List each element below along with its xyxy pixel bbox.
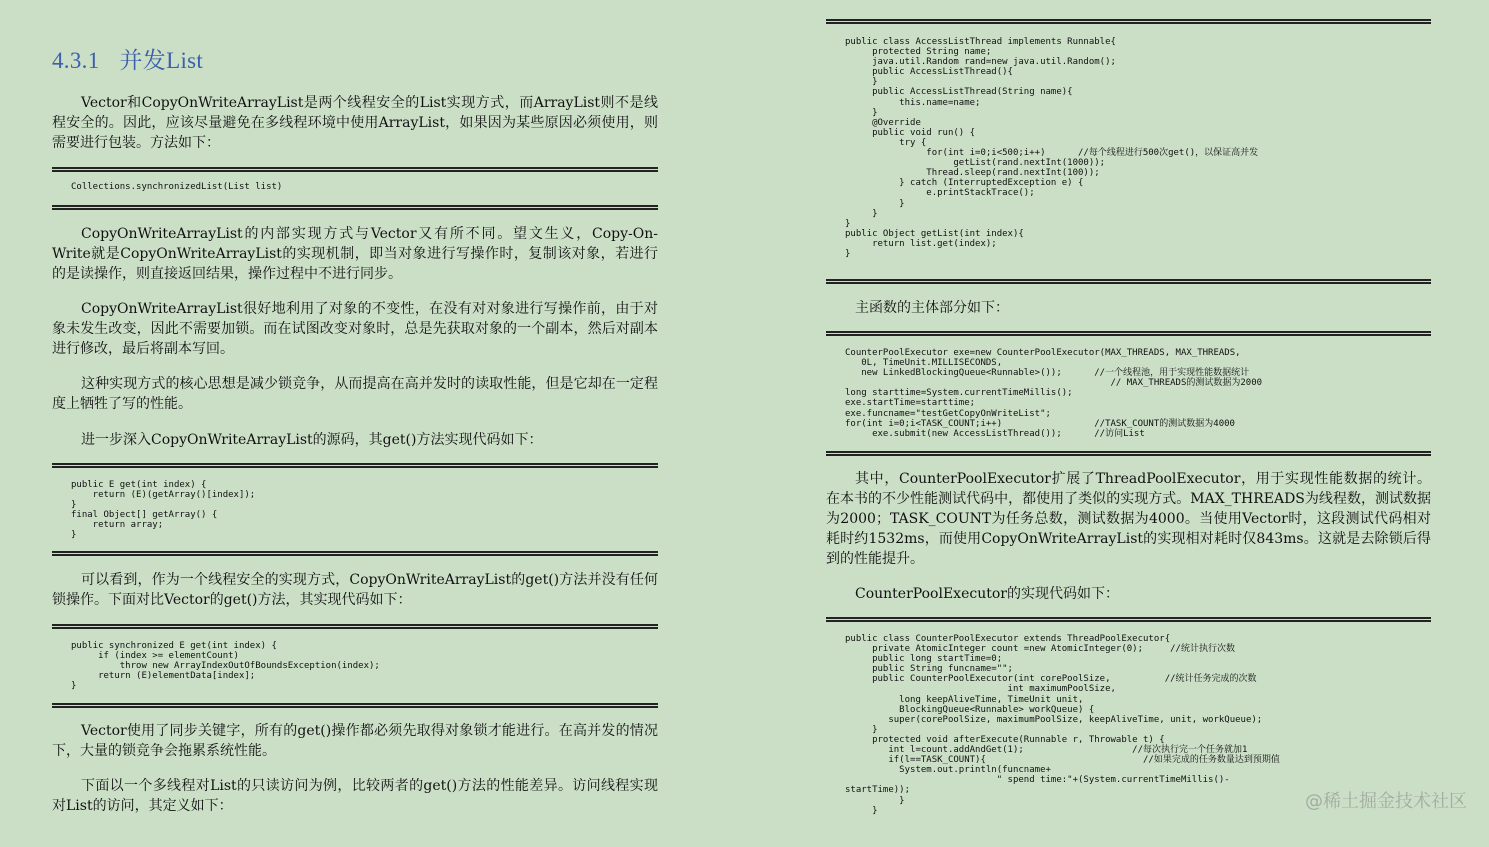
section-title: 并发List <box>119 48 204 73</box>
code-block-cow-get <box>52 463 658 556</box>
code-text: Collections.synchronizedList(List list) <box>71 182 283 192</box>
paragraph-cow-immutability: CopyOnWriteArrayList很好地利用了对象的不变性，在没有对对象进行写操作前，由于对象未发生改变，因此不需要加锁。而在试图改变对象时，总是先获取对象的一个副本，然后对副本进行修改，最后将副本写回。 <box>52 301 658 357</box>
code-text: public class CounterPoolExecutor extends ThreadPoolExecutor{ private AtomicInteger count =new AtomicInteger(0); //统计执行次数 public long startTime=0; public String funcname=""; public CounterPoolExecutor(int corePoolSize, //统计任务完成的次数 int maximumPoolSize, long keepAliveTime, TimeUnit unit, BlockingQueue<Runnable> workQueue) { super(corePoolSize, maximumPoolSize, keepAliveTime, unit, workQueue); } protected void afterExecute(Runnable r, Throwable t) { int l=count.addAndGet(1); //每次执行完一个任务就加1 if(l==TASK_COUNT){ //如果完成的任务数量达到预期值 System.out.println(funcname+ " spend time:"+(System.currentTimeMillis()- startTime)); } } <box>845 634 1280 816</box>
code-text: public synchronized E get(int index) { if (index >= elementCount) throw new ArrayIndexOutOfBoundsException(index); return (E)elementData[index]; } <box>71 641 380 692</box>
section-heading <box>52 42 203 75</box>
paragraph-intro: Vector和CopyOnWriteArrayList是两个线程安全的List实现方式，而ArrayList则不是线程安全的。因此，应该尽量避免在多线程环境中使用ArrayList，如果因为某些原因必须使用，则需要进行包装。方法如下： <box>52 95 658 151</box>
code-block-vector-get <box>52 624 658 708</box>
code-block-synchronized-list <box>52 167 658 210</box>
paragraph-cow-mechanism: CopyOnWriteArrayList的内部实现方式与Vector又有所不同。望文生义，Copy-On-Write就是CopyOnWriteArrayList的实现机制，即当对象进行写操作时，复制该对象，若进行的是读操作，则直接返回结果，操作过程中不进行同步。 <box>52 226 658 282</box>
paragraph-readonly-test: 下面以一个多线程对List的只读访问为例，比较两者的get()方法的性能差异。访问线程实现对List的访问，其定义如下： <box>52 778 658 814</box>
paragraph-main-body: 主函数的主体部分如下： <box>855 300 1009 316</box>
code-block-main-function <box>826 331 1431 456</box>
paragraph-source-intro: 进一步深入CopyOnWriteArrayList的源码，其get()方法实现代码如下： <box>81 432 543 448</box>
paragraph-executor-intro: CounterPoolExecutor的实现代码如下： <box>855 586 1119 602</box>
watermark: @稀土掘金技术社区 <box>1305 791 1467 812</box>
code-text: public class AccessListThread implements Runnable{ protected String name; java.util.Random rand=new java.util.Random(); public AccessListThread(){ } public AccessListThread(String name){ this.name=name; } @Override public void run() { try { for(int i=0;i<500;i++) //每个线程进行500次get()，以保证高并发 getList(rand.nextInt(1000)); Thread.sleep(rand.nextInt(100)); } catch (InterruptedException e) { e.printStackTrace(); } } } public Object getList(int index){ return list.get(index); } <box>845 37 1259 259</box>
paragraph-results: 其中，CounterPoolExecutor扩展了ThreadPoolExecutor，用于实现性能数据的统计。在本书的不少性能测试代码中，都使用了类似的实现方式。MAX_THREADS为线程数，测试数据为2000；TASK_COUNT为任务总数，测试数据为4000。当使用Vector时，这段测试代码相对耗时约1532ms，而使用CopyOnWriteArrayList的实现相对耗时仅843ms。这就是去除锁后得到的性能提升。 <box>826 471 1431 567</box>
paragraph-no-lock: 可以看到，作为一个线程安全的实现方式，CopyOnWriteArrayList的get()方法并没有任何锁操作。下面对比Vector的get()方法，其实现代码如下： <box>52 572 658 608</box>
section-number: 4.3.1 <box>52 48 100 73</box>
paragraph-core-idea: 这种实现方式的核心思想是减少锁竞争，从而提高在高并发时的读取性能，但是它却在一定程度上牺牲了写的性能。 <box>52 376 658 412</box>
code-text: public E get(int index) { return (E)(getArray()[index]); } final Object[] getArray() { return array; } <box>71 480 256 541</box>
paragraph-vector-sync: Vector使用了同步关键字，所有的get()操作都必须先取得对象锁才能进行。在高并发的情况下，大量的锁竞争会拖累系统性能。 <box>52 723 658 759</box>
code-text: CounterPoolExecutor exe=new CounterPoolExecutor(MAX_THREADS, MAX_THREADS, 0L, TimeUnit.MILLISECONDS, new LinkedBlockingQueue<Runnable>()); //一个线程池，用于实现性能数据统计 // MAX_THREADS的测试数据为2000 long starttime=System.currentTimeMillis(); exe.startTime=starttime; exe.funcname="testGetCopyOnWriteList"; for(int i=0;i<TASK_COUNT;i++) //TASK_COUNT的测试数据为4000 exe.submit(new AccessListThread()); //访问List <box>845 348 1263 439</box>
code-block-access-list-thread <box>826 19 1431 284</box>
